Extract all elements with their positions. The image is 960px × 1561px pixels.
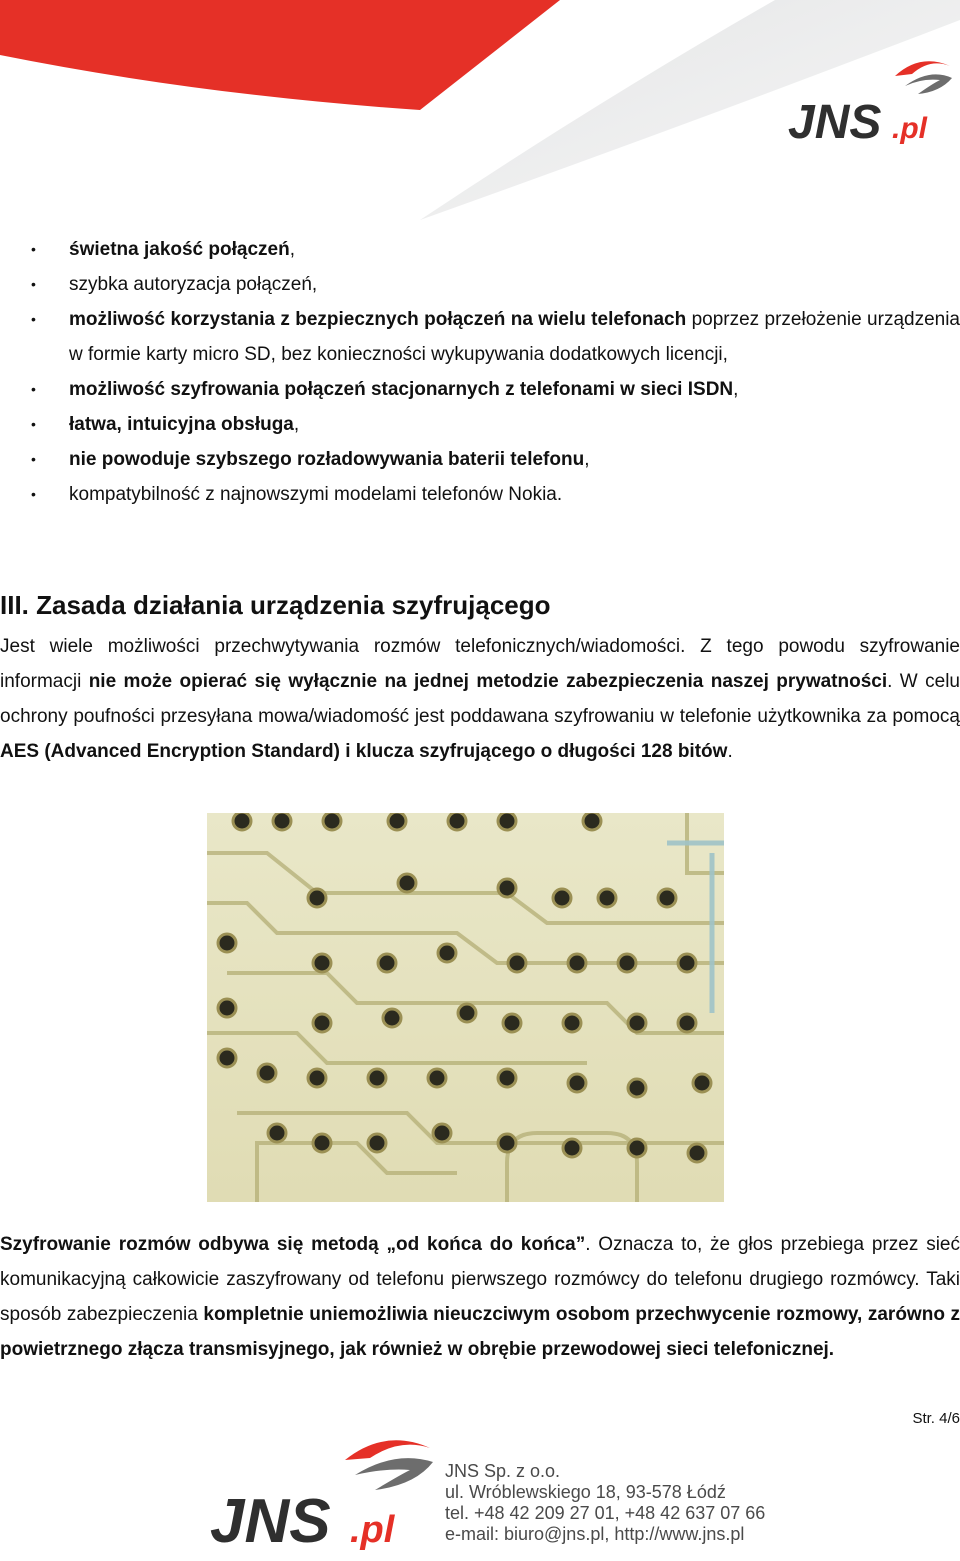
- company-address: ul. Wróblewskiego 18, 93-578 Łódź: [445, 1482, 726, 1502]
- bullet-icon: •: [31, 486, 36, 502]
- bullet-icon: •: [31, 416, 36, 432]
- feature-list: [0, 232, 960, 512]
- bullet-icon: •: [31, 451, 36, 467]
- jns-logo: [780, 48, 960, 158]
- company-email: e-mail: biuro@jns.pl, http://www.jns.pl: [445, 1524, 745, 1544]
- contact-block: [445, 1461, 765, 1545]
- feature-item: • możliwość szyfrowania połączeń stacjonarnych z telefonami w sieci ISDN,: [0, 372, 960, 407]
- svg-text:.pl: .pl: [892, 112, 927, 145]
- feature-item: • kompatybilność z najnowszymi modelami telefonów Nokia.: [0, 477, 960, 512]
- bullet-icon: •: [31, 311, 36, 327]
- bullet-icon: •: [31, 241, 36, 257]
- feature-item: • szybka autoryzacja połączeń,: [0, 267, 960, 302]
- logo-text: JNS: [788, 96, 882, 149]
- paragraph-encryption-intro: Jest wiele możliwości przechwytywania rozmów telefonicznych/wiadomości. Z tego powodu szyfrowanie informacji nie może opierać się wyłącznie na jednej metodzie zabezpieczenia naszej prywatności. W celu ochrony poufności przesyłana mowa/wiadomość jest poddawana szyfrowaniu w telefonie użytkownika za pomocą AES (Advanced Encryption Standard) i klucza szyfrującego o długości 128 bitów.: [0, 636, 960, 762]
- bullet-icon: •: [31, 276, 36, 292]
- pcb-photo: [207, 813, 724, 1202]
- paragraph-end-to-end: Szyfrowanie rozmów odbywa się metodą „od końca do końca”. Oznacza to, że głos przebiega przez sieć komunikacyjną całkowicie zaszyfrowany od telefonu pierwszego rozmówcy do telefonu drugiego rozmówcy. Taki sposób zabezpieczenia kompletnie uniemożliwia nieuczciwym osobom przechwycenie rozmowy, zarówno z powietrznego złącza transmisyjnego, jak również w obrębie przewodowej sieci telefonicznej.: [0, 1234, 960, 1360]
- feature-item: • łatwa, intuicyjna obsługa,: [0, 407, 960, 442]
- feature-item: • możliwość korzystania z bezpiecznych połączeń na wielu telefonach poprzez przełożenie urządzenia w formie karty micro SD, bez konieczności wykupywania dodatkowych licencji,: [0, 302, 960, 372]
- svg-text:.pl: .pl: [350, 1509, 395, 1551]
- feature-item: • świetna jakość połączeń,: [0, 232, 960, 267]
- jns-footer-logo: [205, 1430, 440, 1560]
- company-name: JNS Sp. z o.o.: [445, 1461, 561, 1481]
- feature-item: • nie powoduje szybszego rozładowywania baterii telefonu,: [0, 442, 960, 477]
- section-heading: III. Zasada działania urządzenia szyfrującego: [0, 590, 551, 620]
- bullet-icon: •: [31, 381, 36, 397]
- page-number: Str. 4/6: [912, 1410, 960, 1427]
- company-phone: tel. +48 42 209 27 01, +48 42 637 07 66: [445, 1503, 766, 1523]
- footer-logo-text: JNS: [210, 1487, 331, 1556]
